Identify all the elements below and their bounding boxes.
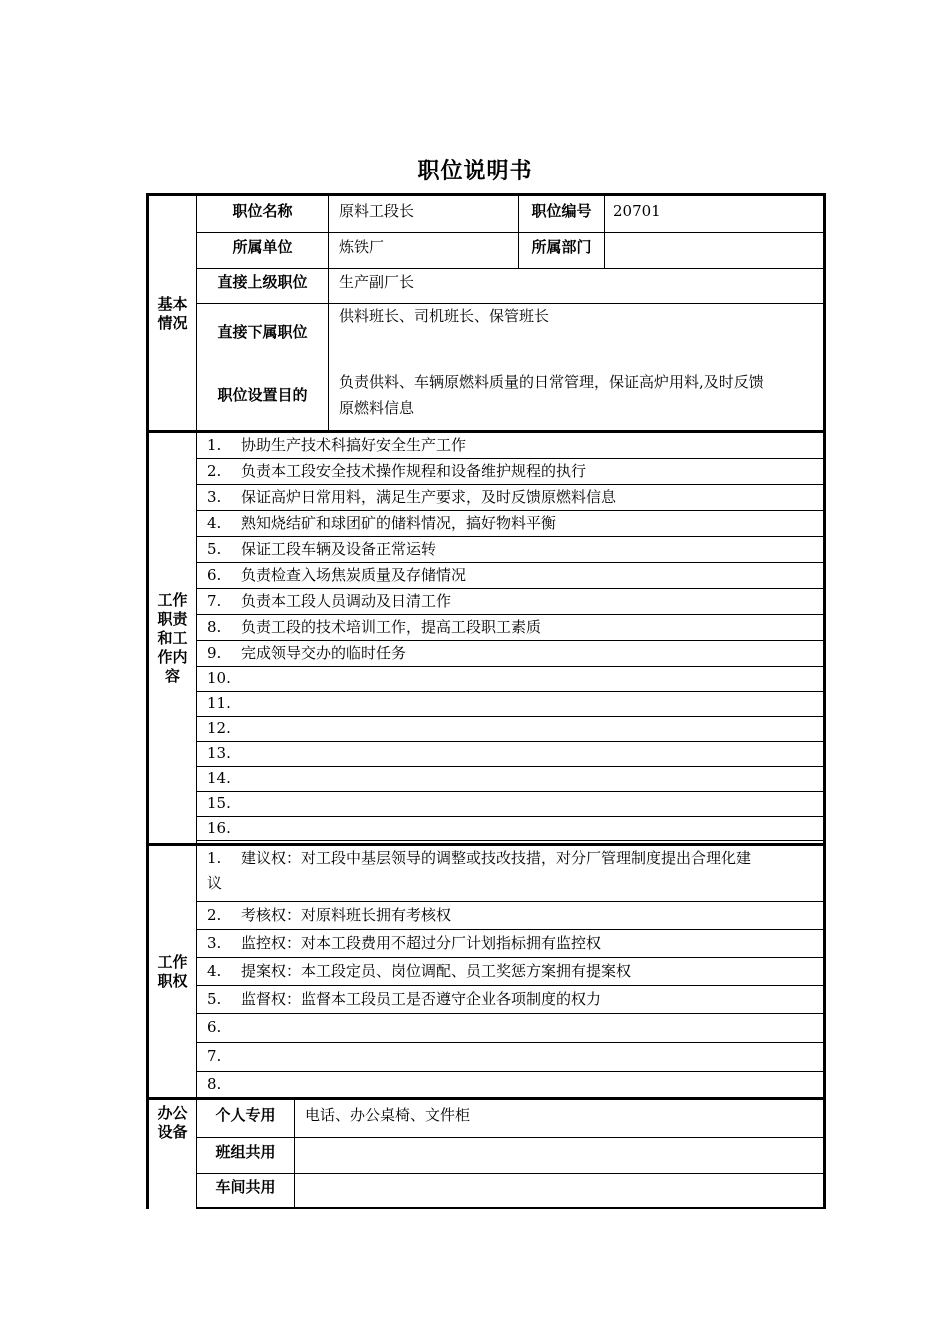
duty-number: 15. xyxy=(207,794,231,812)
duty-text: 负责工段的技术培训工作，提高工段职工素质 xyxy=(241,618,542,636)
subordinate-label: 直接下属职位 xyxy=(197,304,329,368)
duty-text: 完成领导交办的临时任务 xyxy=(241,644,407,662)
row-personal xyxy=(197,1100,825,1138)
personal-label: 个人专用 xyxy=(197,1100,295,1137)
position-name-label: 职位名称 xyxy=(197,196,329,232)
team-value xyxy=(295,1138,825,1173)
basic-info-section xyxy=(149,196,825,432)
duty-text: 保证工段车辆及设备正常运转 xyxy=(241,540,437,558)
authority-row xyxy=(197,986,825,1014)
purpose-value xyxy=(329,368,825,432)
duty-text: 协助生产技术科搞好安全生产工作 xyxy=(241,436,467,454)
duty-row xyxy=(197,615,825,641)
duty-number: 14. xyxy=(207,769,231,787)
row-subordinate xyxy=(197,304,825,368)
duty-number: 8. xyxy=(207,618,222,636)
personal-value: 电话、办公桌椅、文件柜 xyxy=(305,1106,471,1124)
authority-label: 工作职权 xyxy=(149,846,197,1098)
authority-row xyxy=(197,1043,825,1072)
authority-number: 5. xyxy=(207,990,222,1008)
authority-text: 监控权：对本工段费用不超过分厂计划指标拥有监控权 xyxy=(241,934,602,952)
authority-row xyxy=(197,1072,825,1098)
department-label: 所属部门 xyxy=(519,233,605,268)
duty-row xyxy=(197,459,825,485)
duty-number: 13. xyxy=(207,744,231,762)
position-code-label: 职位编号 xyxy=(519,196,605,232)
unit-value: 炼铁厂 xyxy=(329,233,519,268)
superior-label: 直接上级职位 xyxy=(197,269,329,303)
duty-row xyxy=(197,817,825,841)
workshop-label: 车间共用 xyxy=(197,1174,295,1207)
row-workshop xyxy=(197,1174,825,1209)
authority-number: 4. xyxy=(207,962,222,980)
duty-number: 3. xyxy=(207,488,222,506)
superior-value: 生产副厂长 xyxy=(339,273,415,291)
authority-text-continuation: 议 xyxy=(207,874,223,892)
position-name-value: 原料工段长 xyxy=(329,196,519,232)
page-title: 职位说明书 xyxy=(417,159,533,184)
duty-row xyxy=(197,742,825,767)
duty-row xyxy=(197,792,825,817)
authority-text: 监督权：监督本工段员工是否遵守企业各项制度的权力 xyxy=(241,990,602,1008)
authority-text: 考核权：对原料班长拥有考核权 xyxy=(241,906,452,924)
authority-number: 7. xyxy=(207,1047,222,1065)
authority-row xyxy=(197,930,825,958)
team-label: 班组共用 xyxy=(197,1138,295,1173)
workshop-value xyxy=(295,1174,825,1207)
basic-info-label: 基本情况 xyxy=(149,196,197,432)
row-purpose xyxy=(197,368,825,432)
duty-number: 6. xyxy=(207,566,222,584)
row-unit xyxy=(197,233,825,269)
authority-text: 建议权：对工段中基层领导的调整或技改技措，对分厂管理制度提出合理化建 xyxy=(241,849,752,867)
duty-row xyxy=(197,563,825,589)
authority-text: 提案权：本工段定员、岗位调配、员工奖惩方案拥有提案权 xyxy=(241,962,632,980)
duty-number: 12. xyxy=(207,719,231,737)
duty-number: 5. xyxy=(207,540,222,558)
duty-number: 10. xyxy=(207,669,231,687)
row-superior xyxy=(197,269,825,304)
subordinate-value: 供料班长、司机班长、保管班长 xyxy=(339,307,550,325)
authority-section xyxy=(149,846,825,1098)
duty-text: 负责本工段安全技术操作规程和设备维护规程的执行 xyxy=(241,462,587,480)
equipment-section xyxy=(149,1100,825,1209)
duties-label: 工作职责和工作内容 xyxy=(149,433,197,844)
authority-number: 3. xyxy=(207,934,222,952)
row-team xyxy=(197,1138,825,1174)
duty-row xyxy=(197,641,825,667)
duty-number: 4. xyxy=(207,514,222,532)
authority-row xyxy=(197,958,825,986)
duty-row xyxy=(197,692,825,717)
duty-number: 16. xyxy=(207,819,231,837)
duty-number: 1. xyxy=(207,436,222,454)
purpose-line-1: 负责供料、车辆原燃料质量的日常管理，保证高炉用料,及时反馈 xyxy=(339,373,764,391)
duties-list xyxy=(197,433,825,844)
duty-text: 熟知烧结矿和球团矿的储料情况，搞好物料平衡 xyxy=(241,514,557,532)
duty-row xyxy=(197,511,825,537)
purpose-line-2: 原燃料信息 xyxy=(339,399,415,417)
department-value xyxy=(605,233,825,268)
duty-row xyxy=(197,433,825,459)
authority-list xyxy=(197,846,825,1098)
duty-row xyxy=(197,485,825,511)
duty-row xyxy=(197,537,825,563)
duty-row xyxy=(197,667,825,692)
position-code-value: 20701 xyxy=(613,202,661,220)
authority-row xyxy=(197,1014,825,1043)
purpose-label: 职位设置目的 xyxy=(197,368,329,432)
duty-text: 负责检查入场焦炭质量及存储情况 xyxy=(241,566,467,584)
duty-number: 2. xyxy=(207,462,222,480)
authority-row xyxy=(197,846,825,902)
duties-section xyxy=(149,433,825,844)
row-position-name xyxy=(197,196,825,233)
unit-label: 所属单位 xyxy=(197,233,329,268)
duty-row xyxy=(197,767,825,792)
duty-number: 9. xyxy=(207,644,222,662)
duty-number: 7. xyxy=(207,592,222,610)
duty-row xyxy=(197,717,825,742)
authority-number: 1. xyxy=(207,849,222,867)
duty-number: 11. xyxy=(207,694,231,712)
authority-number: 6. xyxy=(207,1018,222,1036)
authority-number: 2. xyxy=(207,906,222,924)
equipment-label: 办公设备 xyxy=(149,1100,197,1209)
duty-text: 保证高炉日常用料，满足生产要求，及时反馈原燃料信息 xyxy=(241,488,617,506)
duty-text: 负责本工段人员调动及日清工作 xyxy=(241,592,452,610)
authority-row xyxy=(197,902,825,930)
authority-number: 8. xyxy=(207,1075,222,1093)
duty-row xyxy=(197,589,825,615)
